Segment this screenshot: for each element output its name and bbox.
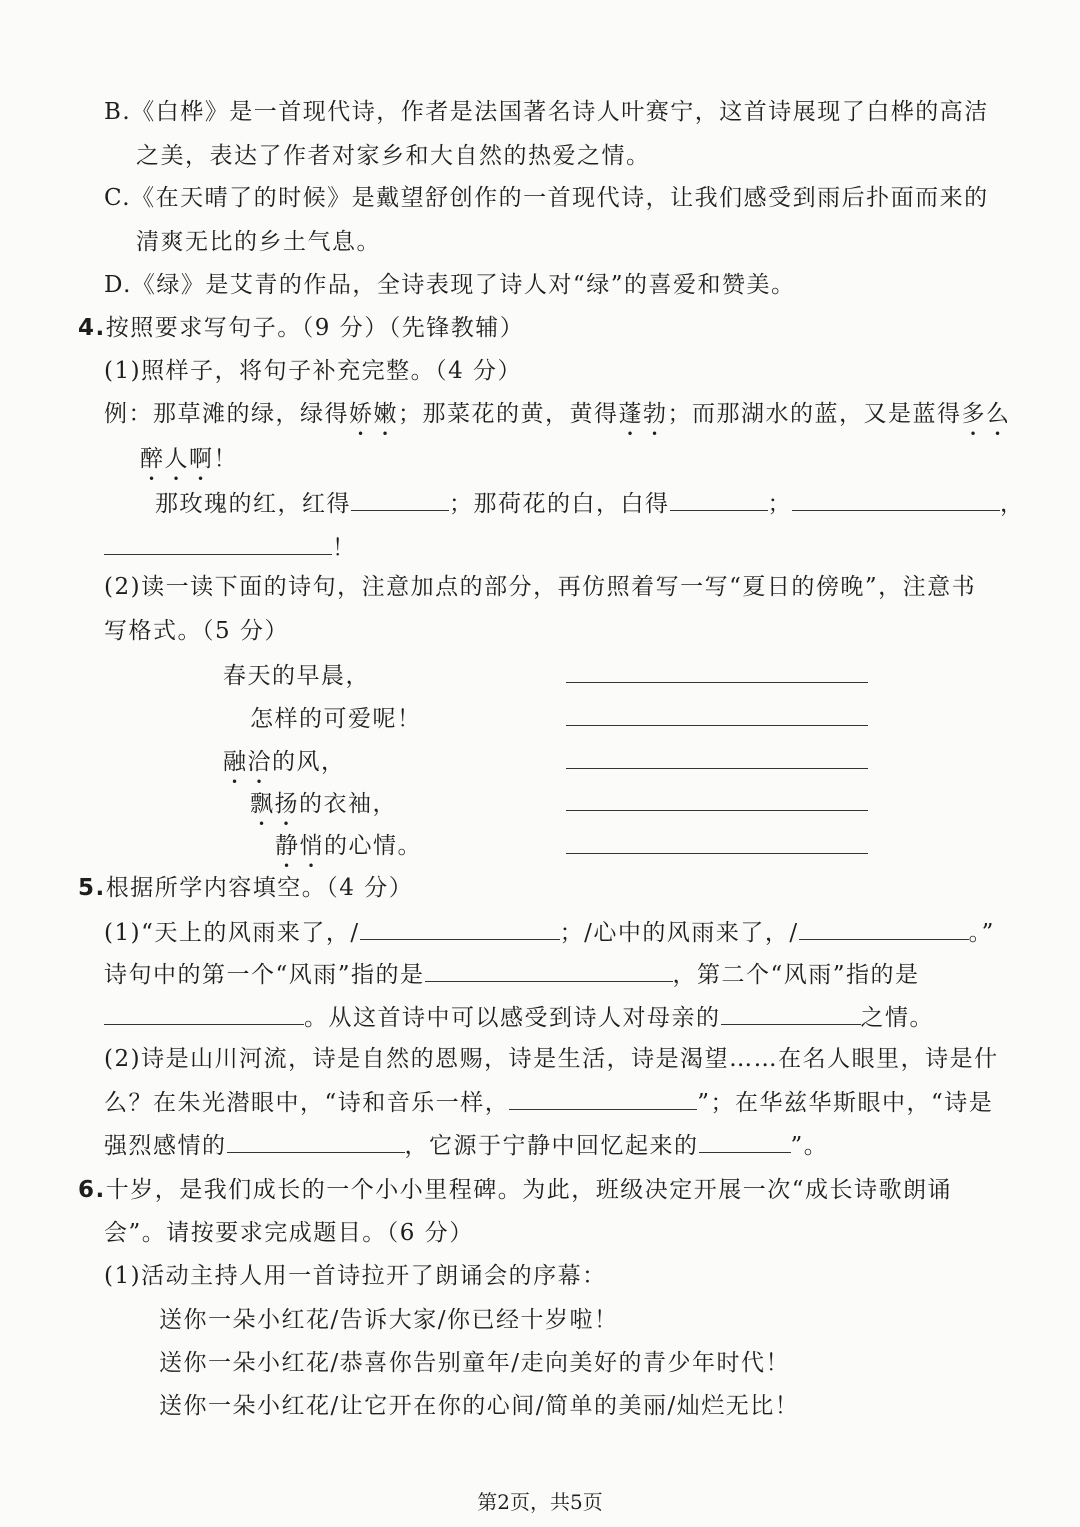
answer-blank[interactable] (792, 488, 1000, 511)
fill-text: 之情。 (860, 1005, 934, 1031)
fill-text: ；/心中的风雨来了，/ (559, 920, 799, 946)
answer-blank[interactable] (721, 1002, 861, 1025)
answer-blank[interactable] (227, 1130, 405, 1153)
q4-part1-title: (1)照样子，将句子补充完整。（4 分） (104, 358, 523, 384)
fill-text: 。” (968, 920, 995, 946)
poem-text: 的衣袖， (299, 791, 397, 817)
example-dotted-word: 娇嫩 (349, 401, 398, 427)
fill-text: 。从这首诗中可以感受到诗人对母亲的 (304, 1005, 721, 1031)
question-5-heading (78, 873, 413, 903)
question-6-heading (78, 1175, 952, 1205)
poem-writing-line[interactable] (566, 853, 868, 854)
example-text: 例：那草滩的绿，绿得 (104, 401, 349, 427)
answer-blank[interactable] (799, 917, 969, 940)
option-d: D.《绿》是艾青的作品，全诗表现了诗人对“绿”的喜爱和赞美。 (104, 272, 796, 298)
poem-text: 的风， (272, 749, 346, 775)
answer-blank[interactable] (425, 959, 673, 982)
q5-part1-line2 (104, 959, 920, 990)
poem-writing-line[interactable] (566, 768, 868, 769)
fill-text: 强烈感情的 (104, 1133, 227, 1159)
q4-fill-line1 (155, 488, 1025, 519)
answer-blank[interactable] (104, 532, 332, 555)
fill-text: ，第二个“风雨”指的是 (672, 962, 920, 988)
option-b-line1: B.《白桦》是一首现代诗，作者是法国著名诗人叶赛宁，这首诗展现了白桦的高洁 (104, 99, 989, 125)
answer-blank[interactable] (360, 917, 560, 940)
q6-poem-line: 送你一朵小红花/让它开在你的心间/简单的美丽/灿烂无比！ (159, 1393, 800, 1419)
fill-text: ， (1000, 491, 1025, 517)
q4-example-line1 (104, 399, 1011, 441)
q6-part1-title: (1)活动主持人用一首诗拉开了朗诵会的序幕： (104, 1263, 607, 1289)
example-text: ；那菜花的黄，黄得 (398, 401, 619, 427)
example-dotted-word: 醉人啊 (140, 446, 214, 472)
poem-line: 怎样的可爱呢！ (250, 706, 422, 732)
q4-part2-title-line2: 写格式。（5 分） (104, 618, 289, 644)
poem-writing-line[interactable] (566, 725, 868, 726)
answer-blank[interactable] (699, 1130, 791, 1153)
q5-part2-line2 (104, 1087, 993, 1118)
poem-writing-line[interactable] (566, 682, 868, 683)
page-number-footer: 第2页，共5页 (477, 1490, 603, 1514)
example-text: ；而那湖水的蓝，又是蓝得 (667, 401, 962, 427)
example-text: ！ (213, 446, 238, 472)
fill-text: 么？在朱光潜眼中，“诗和音乐一样， (104, 1090, 510, 1116)
poem-line (275, 831, 422, 873)
poem-dotted-word: 融洽 (223, 749, 272, 775)
option-b-line2: 之美，表达了作者对家乡和大自然的热爱之情。 (136, 143, 651, 169)
poem-line (223, 747, 346, 789)
q5-part1-line1 (104, 917, 995, 948)
q5-part2-line3 (104, 1130, 828, 1161)
answer-blank[interactable] (104, 1002, 304, 1025)
q4-part2-title-line1: (2)读一读下面的诗句，注意加点的部分，再仿照着写一写“夏日的傍晚”，注意书 (104, 574, 977, 600)
fill-text: ； (767, 491, 792, 517)
answer-blank[interactable] (670, 488, 768, 511)
question-5-number: 5. (78, 875, 106, 901)
option-c-line2: 清爽无比的乡土气息。 (136, 229, 381, 255)
question-4-title: 按照要求写句子。（9 分）（先锋教辅） (105, 315, 525, 341)
answer-blank[interactable] (509, 1087, 697, 1110)
fill-text: ！ (332, 535, 357, 561)
poem-line (250, 789, 397, 831)
q6-poem-line: 送你一朵小红花/告诉大家/你已经十岁啦！ (159, 1307, 619, 1333)
option-c-line1: C.《在天晴了的时候》是戴望舒创作的一首现代诗，让我们感受到雨后扑面而来的 (104, 185, 989, 211)
fill-text: ”。 (790, 1133, 829, 1159)
question-5-title: 根据所学内容填空。（4 分） (105, 875, 414, 901)
poem-writing-line[interactable] (566, 810, 868, 811)
q4-example-line2 (140, 444, 238, 486)
poem-dotted-word: 飘扬 (250, 791, 299, 817)
fill-text: 诗句中的第一个“风雨”指的是 (104, 962, 425, 988)
q5-part2-line1: (2)诗是山川河流，诗是自然的恩赐，诗是生活，诗是渴望……在名人眼里，诗是什 (104, 1046, 999, 1072)
question-6-title-line1: 十岁，是我们成长的一个小小里程碑。为此，班级决定开展一次“成长诗歌朗诵 (105, 1177, 953, 1203)
fill-text: 那玫瑰的红，红得 (155, 491, 351, 517)
example-dotted-word: 多么 (961, 401, 1011, 427)
answer-blank[interactable] (351, 488, 449, 511)
question-4-number: 4. (78, 315, 106, 341)
question-6-number: 6. (78, 1177, 106, 1203)
fill-text: ，它源于宁静中回忆起来的 (404, 1133, 699, 1159)
q6-poem-line: 送你一朵小红花/恭喜你告别童年/走向美好的青少年时代！ (159, 1350, 790, 1376)
fill-text: ；那荷花的白，白得 (449, 491, 670, 517)
fill-text: ”；在华兹华斯眼中，“诗是 (697, 1090, 994, 1116)
poem-dotted-word: 静悄 (275, 833, 324, 859)
fill-text: (1)“天上的风雨来了，/ (104, 920, 360, 946)
question-4-heading (78, 313, 524, 343)
q5-part1-line3 (104, 1002, 934, 1033)
poem-text: 的心情。 (324, 833, 422, 859)
example-dotted-word: 蓬勃 (618, 401, 668, 427)
poem-line: 春天的早晨， (223, 663, 370, 689)
question-6-title-line2: 会”。请按要求完成题目。（6 分） (104, 1220, 474, 1246)
q4-fill-line2 (104, 532, 357, 563)
